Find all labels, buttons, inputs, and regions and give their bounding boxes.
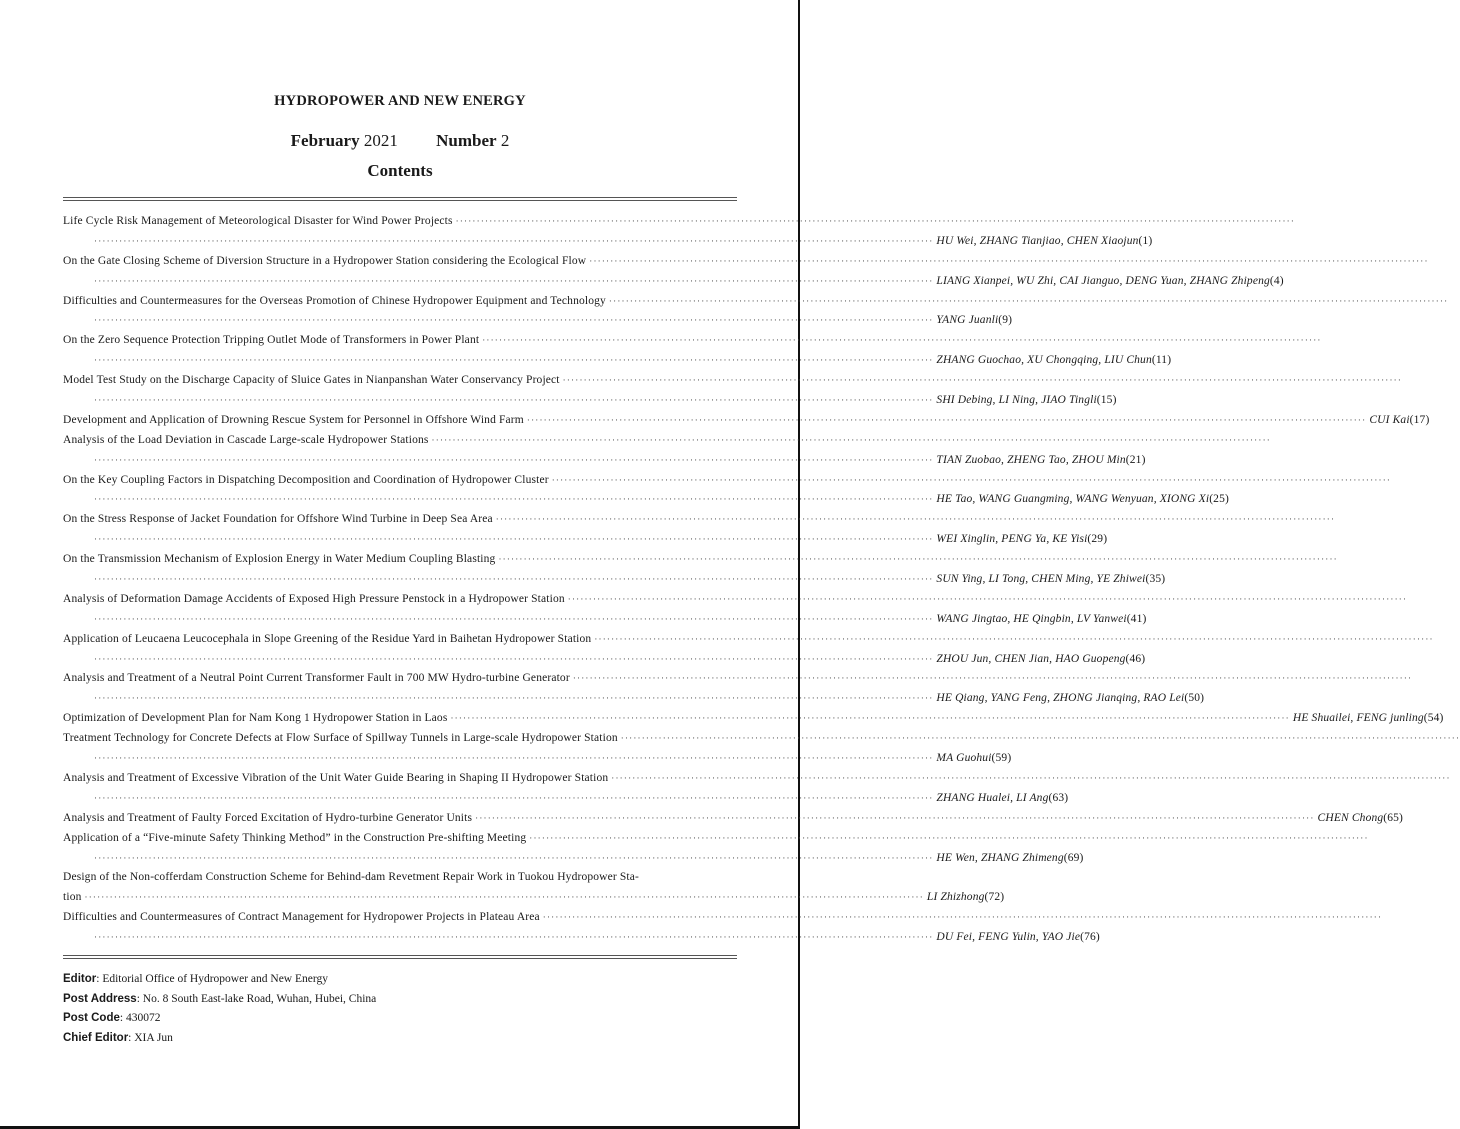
editor-value: Editorial Office of Hydropower and New Energy: [102, 973, 328, 985]
contents-heading: Contents: [367, 161, 433, 180]
toc-entry-title: Application of a “Five-minute Safety Thinking Method” in the Construction Pre-shifting Meeting: [63, 831, 527, 844]
toc-entry-authors: CUI Kai: [1369, 413, 1410, 426]
leader-dots: ········································································································································································································: [475, 812, 1315, 823]
post-code-label: Post Code: [63, 1012, 120, 1025]
leader-dots: ········································································································································································································: [608, 295, 1449, 306]
leader-dots: ········································································································································································································: [94, 852, 934, 863]
leader-dots: ········································································································································································································: [94, 574, 934, 585]
toc-entry-authors: ZHOU Jun, CHEN Jian, HAO Guopeng: [936, 652, 1126, 665]
toc-title-line: [63, 371, 1403, 391]
leader-dots: ········································································································································································································: [482, 335, 1322, 346]
toc-entry-title: Model Test Study on the Discharge Capacity of Sluice Gates in Nianpanshan Water Conservancy Project: [63, 374, 560, 387]
toc-entry-authors: HE Tao, WANG Guangming, WANG Wenyuan, XIONG Xi: [936, 493, 1210, 506]
toc-author-line: [63, 490, 1229, 510]
toc-entry-title: Analysis and Treatment of Faulty Forced Excitation of Hydro-turbine Generator Units: [63, 811, 473, 824]
toc-entry-page: (72): [984, 891, 1005, 904]
toc-entry-page: (29): [1087, 533, 1108, 546]
toc-title-line: [63, 630, 1434, 650]
toc-title-line: [63, 331, 1322, 351]
toc-entry-authors: ZHANG Hualei, LI Ang: [936, 791, 1049, 804]
toc-entry-title: Difficulties and Countermeasures of Contract Management for Hydropower Projects in Plateau Area: [63, 911, 540, 924]
leader-dots: ········································································································································································································: [542, 912, 1383, 923]
issue-year: 2021: [363, 131, 398, 150]
masthead-info: [63, 970, 376, 1048]
toc-entry-title: Analysis and Treatment of a Neutral Point Current Transformer Fault in 700 MW Hydro-turbine Generator: [63, 672, 570, 685]
toc-entry-page: (63): [1048, 791, 1069, 804]
toc-entry-title: Analysis of the Load Deviation in Cascade Large-scale Hydropower Stations: [63, 433, 429, 446]
leader-dots: ········································································································································································································: [94, 693, 934, 704]
toc-entry-authors: HE Shuailei, FENG junling: [1292, 712, 1424, 725]
leader-dots: ········································································································································································································: [94, 753, 934, 764]
toc-entry-page: (46): [1125, 652, 1146, 665]
toc-entry-title-continued: tion: [63, 891, 82, 904]
toc-author-line: [63, 391, 1117, 411]
toc-title-line: [63, 431, 1271, 451]
toc-entry-authors: WEI Xinglin, PENG Ya, KE Yisi: [936, 533, 1088, 546]
chief-editor-value: XIA Jun: [134, 1031, 173, 1044]
toc-title-line: [63, 471, 1392, 491]
toc-entry-authors: HE Qiang, YANG Feng, ZHONG Jianqing, RAO Lei: [936, 692, 1185, 705]
toc-author-line: [63, 789, 1069, 809]
toc-entry-authors: DU Fei, FENG Yulin, YAO Jie: [936, 931, 1081, 944]
toc-entry-title: Analysis of Deformation Damage Accidents of Exposed High Pressure Penstock in a Hydropower Station: [63, 592, 565, 605]
toc-author-line: [63, 351, 1172, 371]
leader-dots: ········································································································································································································: [572, 673, 1413, 684]
bottom-rule-2: [63, 958, 737, 959]
toc-author-line: [63, 530, 1108, 550]
leader-dots: ········································································································································································································: [529, 832, 1369, 843]
toc-entry-title: On the Gate Closing Scheme of Diversion Structure in a Hydropower Station considering the Ecological Flow: [63, 254, 587, 267]
toc-entry-page: (69): [1063, 851, 1084, 864]
toc-author-line: [63, 451, 1146, 471]
toc-entry-authors: TIAN Zuobao, ZHENG Tao, ZHOU Min: [936, 453, 1126, 466]
toc-entry-title: Development and Application of Drowning Rescue System for Personnel in Offshore Wind Farm: [63, 413, 524, 426]
leader-dots: ········································································································································································································: [526, 414, 1367, 425]
toc-entry-authors: CHEN Chong: [1317, 811, 1384, 824]
toc-entry-authors: WANG Jingtao, HE Qingbin, LV Yanwei: [936, 612, 1127, 625]
toc-entry-title: On the Stress Response of Jacket Foundation for Offshore Wind Turbine in Deep Sea Area: [63, 513, 493, 526]
toc-author-line: [63, 849, 1084, 869]
leader-dots: ········································································································································································································: [94, 932, 934, 943]
toc-entry-page: (11): [1151, 354, 1172, 367]
toc-entry-authors: HE Wen, ZHANG Zhimeng: [936, 851, 1064, 864]
issue-number: 2: [500, 131, 510, 150]
table-of-contents: [63, 212, 1460, 948]
leader-dots: ········································································································································································································: [94, 275, 934, 286]
toc-entry-title: Difficulties and Countermeasures for the Overseas Promotion of Chinese Hydropower Equipment and Technology: [63, 294, 606, 307]
toc-entry-authors: LIANG Xianpei, WU Zhi, CAI Jianguo, DENG Yuan, ZHANG Zhipeng: [936, 274, 1270, 287]
leader-dots: ········································································································································································································: [84, 892, 924, 903]
toc-author-line: [63, 311, 1013, 331]
leader-dots: ········································································································································································································: [567, 593, 1408, 604]
toc-title-line: [63, 212, 1296, 232]
toc-title-line: [63, 829, 1369, 849]
toc-entry-page: (15): [1096, 394, 1117, 407]
toc-entry-authors: HU Wei, ZHANG Tianjiao, CHEN Xiaojun: [936, 234, 1139, 247]
leader-dots: ········································································································································································································: [611, 772, 1451, 783]
toc-title-line: [63, 292, 1449, 312]
toc-entry-title: Analysis and Treatment of Excessive Vibration of the Unit Water Guide Bearing in Shaping II Hydropower Station: [63, 771, 609, 784]
toc-entry-title: Design of the Non-cofferdam Construction Scheme for Behind-dam Revetment Repair Work in Tuokou Hydropower Sta-: [63, 871, 639, 884]
leader-dots: ········································································································································································································: [594, 633, 1434, 644]
top-rule-2: [63, 200, 737, 201]
toc-author-line: [63, 232, 1153, 252]
bottom-rule-1: [63, 955, 737, 956]
leader-dots: ········································································································································································································: [94, 494, 934, 505]
journal-title: HYDROPOWER AND NEW ENERGY: [274, 93, 526, 109]
toc-author-line: [63, 928, 1100, 948]
post-address-value: No. 8 South East-lake Road, Wuhan, Hubei, China: [142, 992, 377, 1005]
toc-entry-page: (35): [1145, 573, 1166, 586]
leader-dots: ········································································································································································································: [94, 235, 934, 246]
leader-dots: ········································································································································································································: [94, 792, 934, 803]
toc-entry-page: (50): [1184, 692, 1205, 705]
toc-entry-title: Treatment Technology for Concrete Defects at Flow Surface of Spillway Tunnels in Large-scale Hydropower Station: [63, 732, 618, 745]
post-address-label: Post Address: [63, 992, 137, 1005]
toc-author-line: [63, 610, 1147, 630]
toc-entry-page: (17): [1409, 413, 1430, 426]
toc-title-line: [63, 729, 1460, 749]
post-address-row: Post Address: No. 8 South East-lake Road, Wuhan, Hubei, China: [63, 992, 377, 1005]
toc-entry-authors: MA Guohui: [936, 752, 992, 765]
leader-dots: ········································································································································································································: [589, 255, 1429, 266]
toc-entry-title: Application of Leucaena Leucocephala in Slope Greening of the Residue Yard in Baihetan Hydropower Station: [63, 632, 592, 645]
toc-entry-title: Life Cycle Risk Management of Meteorological Disaster for Wind Power Projects: [63, 215, 453, 227]
toc-entry-authors: SHI Debing, LI Ning, JIAO Tingli: [936, 394, 1097, 407]
toc-author-line: [63, 650, 1146, 670]
editor-row: Editor: Editorial Office of Hydropower and New Energy: [63, 973, 328, 985]
leader-dots: ········································································································································································································: [455, 216, 1296, 226]
toc-entry-page: (54): [1423, 712, 1444, 725]
leader-dots: ········································································································································································································: [551, 474, 1392, 485]
leader-dots: ········································································································································································································: [94, 653, 934, 664]
issue-number-label: Number: [436, 131, 497, 150]
leader-dots: ········································································································································································································: [620, 733, 1460, 744]
leader-dots: ········································································································································································································: [94, 613, 934, 624]
leader-dots: ········································································································································································································: [94, 395, 934, 406]
post-code-value: 430072: [125, 1012, 161, 1025]
toc-entry-page: (4): [1269, 274, 1284, 287]
toc-entry-page: (21): [1125, 453, 1146, 466]
leader-dots: ········································································································································································································: [94, 315, 934, 326]
toc-entry-page: (65): [1383, 811, 1404, 824]
issue-month: February: [290, 131, 360, 150]
toc-entry-authors: ZHANG Guochao, XU Chongqing, LIU Chun: [936, 354, 1152, 367]
post-code-row: Post Code: 430072: [63, 1012, 161, 1025]
toc-author-line: [63, 749, 1012, 769]
toc-title-line: [63, 590, 1408, 610]
toc-title-line: [63, 868, 737, 888]
toc-entry-title: Optimization of Development Plan for Nam Kong 1 Hydropower Station in Laos: [63, 712, 448, 725]
toc-entry-title: On the Transmission Mechanism of Explosion Energy in Water Medium Coupling Blasting: [63, 553, 496, 566]
leader-dots: ········································································································································································································: [431, 434, 1271, 445]
toc-author-line: [63, 272, 1284, 292]
toc-entry-page: (59): [991, 752, 1012, 765]
chief-editor-row: Chief Editor: XIA Jun: [63, 1031, 173, 1044]
toc-entry-authors: YANG Juanli: [936, 314, 999, 327]
toc-title-line: [63, 550, 1338, 570]
toc-entry-title: On the Key Coupling Factors in Dispatching Decomposition and Coordination of Hydropower Cluster: [63, 473, 549, 486]
toc-entry-title: On the Zero Sequence Protection Tripping Outlet Mode of Transformers in Power Plant: [63, 334, 480, 347]
toc-title-line: [63, 908, 1383, 928]
toc-single-line: [63, 709, 1444, 729]
editor-label: Editor: [63, 973, 97, 985]
toc-title-line: [63, 769, 1451, 789]
leader-dots: ········································································································································································································: [94, 534, 934, 545]
toc-entry-authors: SUN Ying, LI Tong, CHEN Ming, YE Zhiwei: [936, 573, 1146, 586]
leader-dots: ········································································································································································································: [498, 554, 1338, 565]
chief-editor-label: Chief Editor: [63, 1031, 129, 1044]
top-rule-1: [63, 197, 737, 198]
toc-title-line: [63, 252, 1429, 272]
leader-dots: ········································································································································································································: [562, 375, 1403, 386]
toc-title-line: [63, 510, 1336, 530]
toc-entry-page: (9): [998, 314, 1013, 327]
toc-entry-page: (1): [1138, 234, 1153, 247]
issue-line: [0, 131, 800, 151]
leader-dots: ········································································································································································································: [94, 454, 934, 465]
toc-entry-page: (76): [1080, 931, 1100, 944]
leader-dots: ········································································································································································································: [94, 355, 934, 366]
toc-single-line: [63, 809, 1404, 829]
toc-title-line: [63, 669, 1413, 689]
toc-entry-page: (41): [1126, 612, 1147, 625]
toc-author-line: [63, 570, 1166, 590]
leader-dots: ········································································································································································································: [450, 713, 1290, 724]
leader-dots: ········································································································································································································: [495, 514, 1336, 525]
toc-entry-authors: LI Zhizhong: [926, 891, 985, 904]
toc-single-line: [63, 411, 1430, 431]
toc-entry-page: (25): [1209, 493, 1229, 506]
toc-title-continuation-line: [63, 888, 1005, 908]
toc-author-line: [63, 689, 1205, 709]
